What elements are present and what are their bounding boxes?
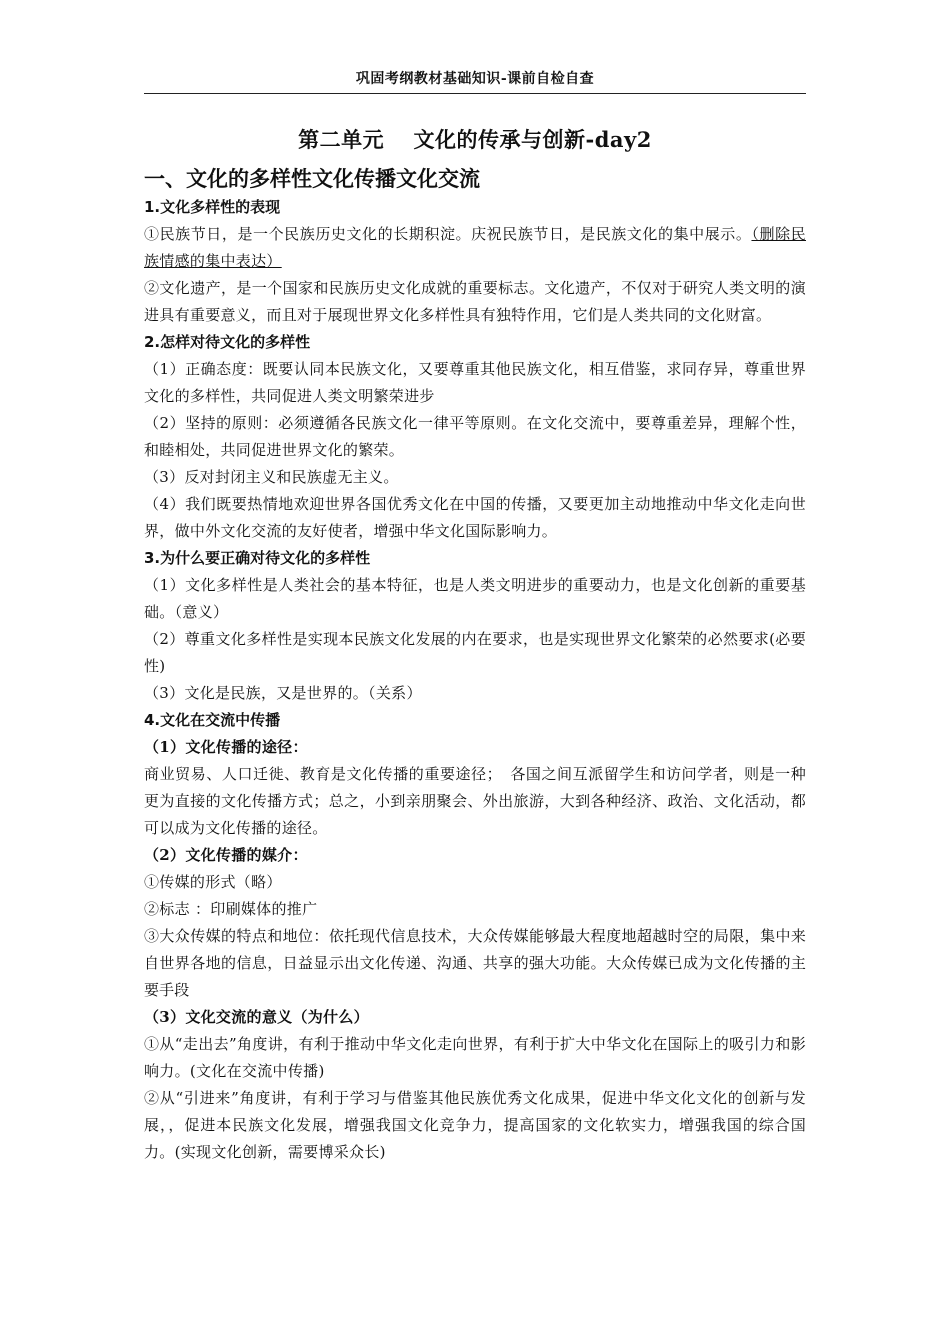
paragraph: 商业贸易、人口迁徙、教育是文化传播的重要途径； 各国之间互派留学生和访问学者，则是一种更为直接的文化传播方式；总之，小到亲朋聚会、外出旅游，大到各种经济、政治、文化活动，都可以成为文化传播的途径。: [144, 765, 806, 837]
paragraph: ③大众传媒的特点和地位：依托现代信息技术，大众传媒能够最大程度地超越时空的局限，集中来自世界各地的信息，日益显示出文化传递、沟通、共享的强大功能。大众传媒已成为文化传播的主要手段: [144, 927, 806, 999]
subsection-heading-3: 3.为什么要正确对待文化的多样性: [144, 549, 371, 567]
document-body: [144, 122, 806, 1166]
header-divider: [144, 93, 806, 94]
paragraph: ②标志 ：印刷媒体的推广: [144, 900, 318, 918]
subsection-heading-2: 2.怎样对待文化的多样性: [144, 333, 311, 351]
paragraph: （1）正确态度：既要认同本民族文化，又要尊重其他民族文化，相互借鉴，求同存异，尊重世界文化的多样性，共同促进人类文明繁荣进步: [144, 360, 806, 405]
sub-heading: （3）文化交流的意义（为什么）: [144, 1008, 369, 1026]
paragraph: （1）文化多样性是人类社会的基本特征，也是人类文明进步的重要动力，也是文化创新的重要基础。（意义）: [144, 576, 806, 621]
paragraph: ①传媒的形式（略）: [144, 873, 282, 891]
page-header: 巩固考纲教材基础知识-课前自检自查: [355, 71, 595, 87]
sub-heading: （1）文化传播的途径：: [144, 738, 308, 756]
section-heading: 一、文化的多样性文化传播文化交流: [144, 167, 480, 191]
paragraph: （4）我们既要热情地欢迎世界各国优秀文化在中国的传播，又要更加主动地推动中华文化走向世界，做中外文化交流的友好使者，增强中华文化国际影响力。: [144, 495, 806, 540]
sub-heading: （2）文化传播的媒介：: [144, 846, 308, 864]
paragraph: （2）坚持的原则：必须遵循各民族文化一律平等原则。在文化交流中，要尊重差异，理解个性，和睦相处，共同促进世界文化的繁荣。: [144, 414, 806, 459]
paragraph: （3）文化是民族，又是世界的。（关系）: [144, 684, 422, 702]
paragraph: ②文化遗产，是一个国家和民族历史文化成就的重要标志。文化遗产，不仅对于研究人类文明的演进具有重要意义，而且对于展现世界文化多样性具有独特作用，它们是人类共同的文化财富。: [144, 279, 806, 324]
subsection-heading-4: 4.文化在交流中传播: [144, 711, 281, 729]
paragraph: ②从“引进来”角度讲，有利于学习与借鉴其他民族优秀文化成果，促进中华文化文化的创新与发展，，促进本民族文化发展，增强我国文化竞争力，提高国家的文化软实力，增强我国的综合国力。(实现文化创新，需要博采众长): [144, 1089, 806, 1161]
paragraph-text: ①民族节日，是一个民族历史文化的长期积淀。庆祝民族节日，是民族文化的集中展示。: [144, 225, 752, 243]
paragraph: [144, 221, 806, 275]
underlined-note: （删除民族情感的集中表达）: [144, 225, 806, 270]
document-title: 第二单元 文化的传承与创新-day2: [298, 127, 652, 152]
paragraph: （3）反对封闭主义和民族虚无主义。: [144, 468, 399, 486]
paragraph: ①从“走出去”角度讲，有利于推动中华文化走向世界，有利于扩大中华文化在国际上的吸引力和影响力。(文化在交流中传播): [144, 1035, 806, 1080]
subsection-heading-1: 1.文化多样性的表现: [144, 198, 281, 216]
paragraph: （2）尊重文化多样性是实现本民族文化发展的内在要求，也是实现世界文化繁荣的必然要求(必要性): [144, 630, 806, 675]
